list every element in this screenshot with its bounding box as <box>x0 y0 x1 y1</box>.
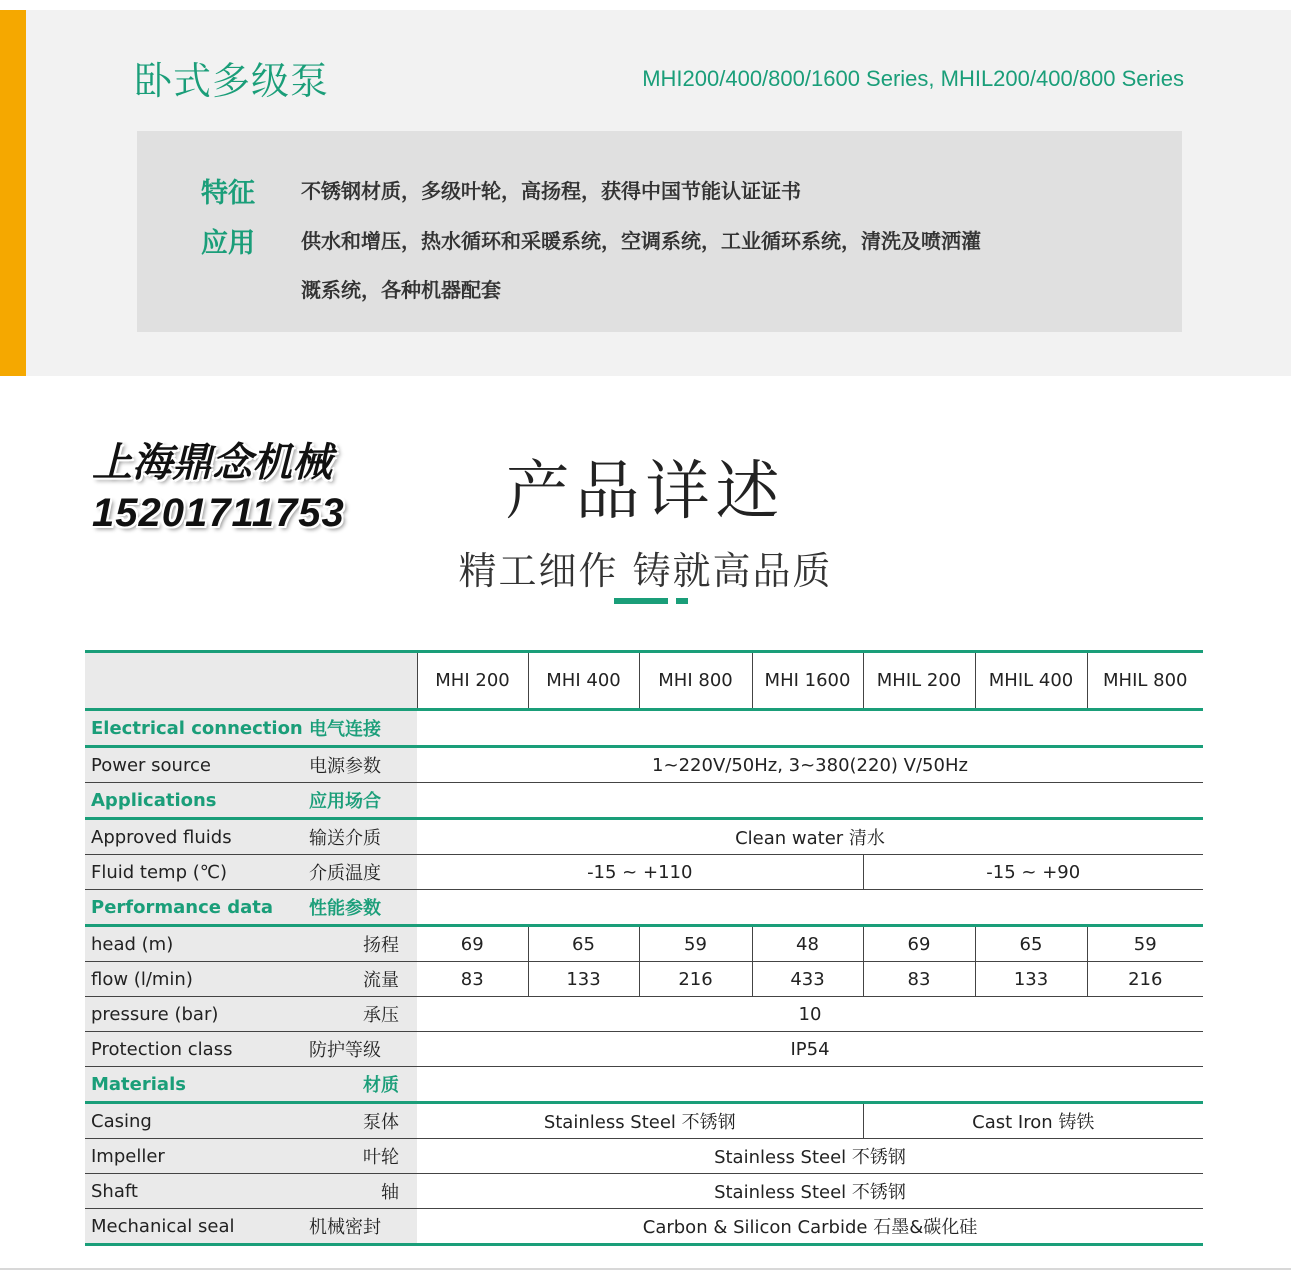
row-label-en: pressure (bar) <box>85 997 307 1032</box>
row-label-en: flow (l/min) <box>85 962 307 997</box>
row-label-en: Casing <box>85 1103 307 1139</box>
top-banner <box>0 10 1291 376</box>
table-header-row <box>85 652 1203 710</box>
column-header: MHI 200 <box>417 652 528 710</box>
row-label-zh: 输送介质 <box>307 819 417 855</box>
table-row <box>85 1139 1203 1174</box>
section-row <box>85 890 1203 926</box>
column-header: MHIL 200 <box>863 652 975 710</box>
row-label-zh: 防护等级 <box>307 1032 417 1067</box>
section-label-en: Performance data <box>85 890 307 926</box>
row-value: Stainless Steel 不锈钢 <box>417 1139 1203 1174</box>
row-label-zh: 介质温度 <box>307 855 417 890</box>
table-cell: 59 <box>1087 926 1203 962</box>
section-label-zh: 应用场合 <box>307 783 417 819</box>
section-label-en: Materials <box>85 1067 307 1103</box>
table-cell: 216 <box>1087 962 1203 997</box>
table-cell: 65 <box>975 926 1087 962</box>
row-label-zh: 机械密封 <box>307 1209 417 1245</box>
row-value: IP54 <box>417 1032 1203 1067</box>
section-label-zh: 性能参数 <box>307 890 417 926</box>
row-label-en: Mechanical seal <box>85 1209 307 1245</box>
row-label-zh: 扬程 <box>307 926 417 962</box>
table-cell: 69 <box>863 926 975 962</box>
table-row <box>85 1032 1203 1067</box>
column-header: MHI 800 <box>639 652 752 710</box>
row-value-mhi: -15 ~ +110 <box>417 855 863 890</box>
table-row <box>85 926 1203 962</box>
column-header: MHI 400 <box>528 652 639 710</box>
table-row <box>85 1174 1203 1209</box>
table-row <box>85 997 1203 1032</box>
section-label-en: Applications <box>85 783 307 819</box>
row-label-zh: 承压 <box>307 997 417 1032</box>
table-cell: 69 <box>417 926 528 962</box>
row-label-en: Shaft <box>85 1174 307 1209</box>
row-label-zh: 泵体 <box>307 1103 417 1139</box>
table-cell: 48 <box>752 926 863 962</box>
row-label-en: Fluid temp (℃) <box>85 855 307 890</box>
column-header: MHIL 800 <box>1087 652 1203 710</box>
detail-subheading: 精工细作 铸就高品质 <box>458 549 833 593</box>
bottom-divider <box>0 1268 1291 1270</box>
feature-label: 特征 <box>201 178 255 209</box>
section-label-zh: 电气连接 <box>307 710 417 747</box>
section-row <box>85 710 1203 747</box>
row-value: 1~220V/50Hz, 3~380(220) V/50Hz <box>417 747 1203 783</box>
row-value: Stainless Steel 不锈钢 <box>417 1174 1203 1209</box>
product-title-zh: 卧式多级泵 <box>134 59 330 103</box>
section-label-zh: 材质 <box>307 1067 417 1103</box>
watermark-phone: 15201711753 <box>92 491 345 535</box>
table-cell: 83 <box>417 962 528 997</box>
row-label-zh: 流量 <box>307 962 417 997</box>
table-corner <box>85 652 417 710</box>
table-row <box>85 1103 1203 1139</box>
section-label-en: Electrical connection <box>85 710 307 747</box>
table-cell: 59 <box>639 926 752 962</box>
row-label-en: Protection class <box>85 1032 307 1067</box>
row-label-en: head (m) <box>85 926 307 962</box>
application-text-line2: 溉系统，各种机器配套 <box>301 278 501 302</box>
table-row <box>85 962 1203 997</box>
table-cell: 83 <box>863 962 975 997</box>
divider-long <box>614 598 668 604</box>
table-row <box>85 855 1203 890</box>
detail-heading: 产品详述 <box>505 455 786 529</box>
table-cell: 216 <box>639 962 752 997</box>
product-series-en: MHI200/400/800/1600 Series, MHIL200/400/800 Series <box>642 66 1184 91</box>
section-row <box>85 1067 1203 1103</box>
row-label-zh: 轴 <box>307 1174 417 1209</box>
table-row <box>85 819 1203 855</box>
row-value: Clean water 清水 <box>417 819 1203 855</box>
application-label: 应用 <box>201 228 255 259</box>
row-label-zh: 电源参数 <box>307 747 417 783</box>
table-cell: 133 <box>975 962 1087 997</box>
accent-bar <box>0 10 26 376</box>
row-label-en: Power source <box>85 747 307 783</box>
table-cell: 65 <box>528 926 639 962</box>
row-label-en: Approved fluids <box>85 819 307 855</box>
spec-table <box>85 650 1203 1246</box>
feature-box <box>137 131 1182 332</box>
table-row <box>85 1209 1203 1245</box>
divider-short <box>676 598 688 604</box>
row-value-mhil: Cast Iron 铸铁 <box>863 1103 1203 1139</box>
row-label-zh: 叶轮 <box>307 1139 417 1174</box>
row-value: 10 <box>417 997 1203 1032</box>
row-value: Carbon & Silicon Carbide 石墨&碳化硅 <box>417 1209 1203 1245</box>
section-row <box>85 783 1203 819</box>
row-value-mhi: Stainless Steel 不锈钢 <box>417 1103 863 1139</box>
watermark-company: 上海鼎念机械 <box>92 441 332 485</box>
table-cell: 433 <box>752 962 863 997</box>
table-cell: 133 <box>528 962 639 997</box>
table-row <box>85 747 1203 783</box>
row-label-en: Impeller <box>85 1139 307 1174</box>
column-header: MHIL 400 <box>975 652 1087 710</box>
row-value-mhil: -15 ~ +90 <box>863 855 1203 890</box>
column-header: MHI 1600 <box>752 652 863 710</box>
application-text-line1: 供水和增压，热水循环和采暖系统，空调系统，工业循环系统，清洗及喷洒灌 <box>301 229 981 253</box>
feature-text: 不锈钢材质，多级叶轮，高扬程，获得中国节能认证证书 <box>301 179 801 203</box>
